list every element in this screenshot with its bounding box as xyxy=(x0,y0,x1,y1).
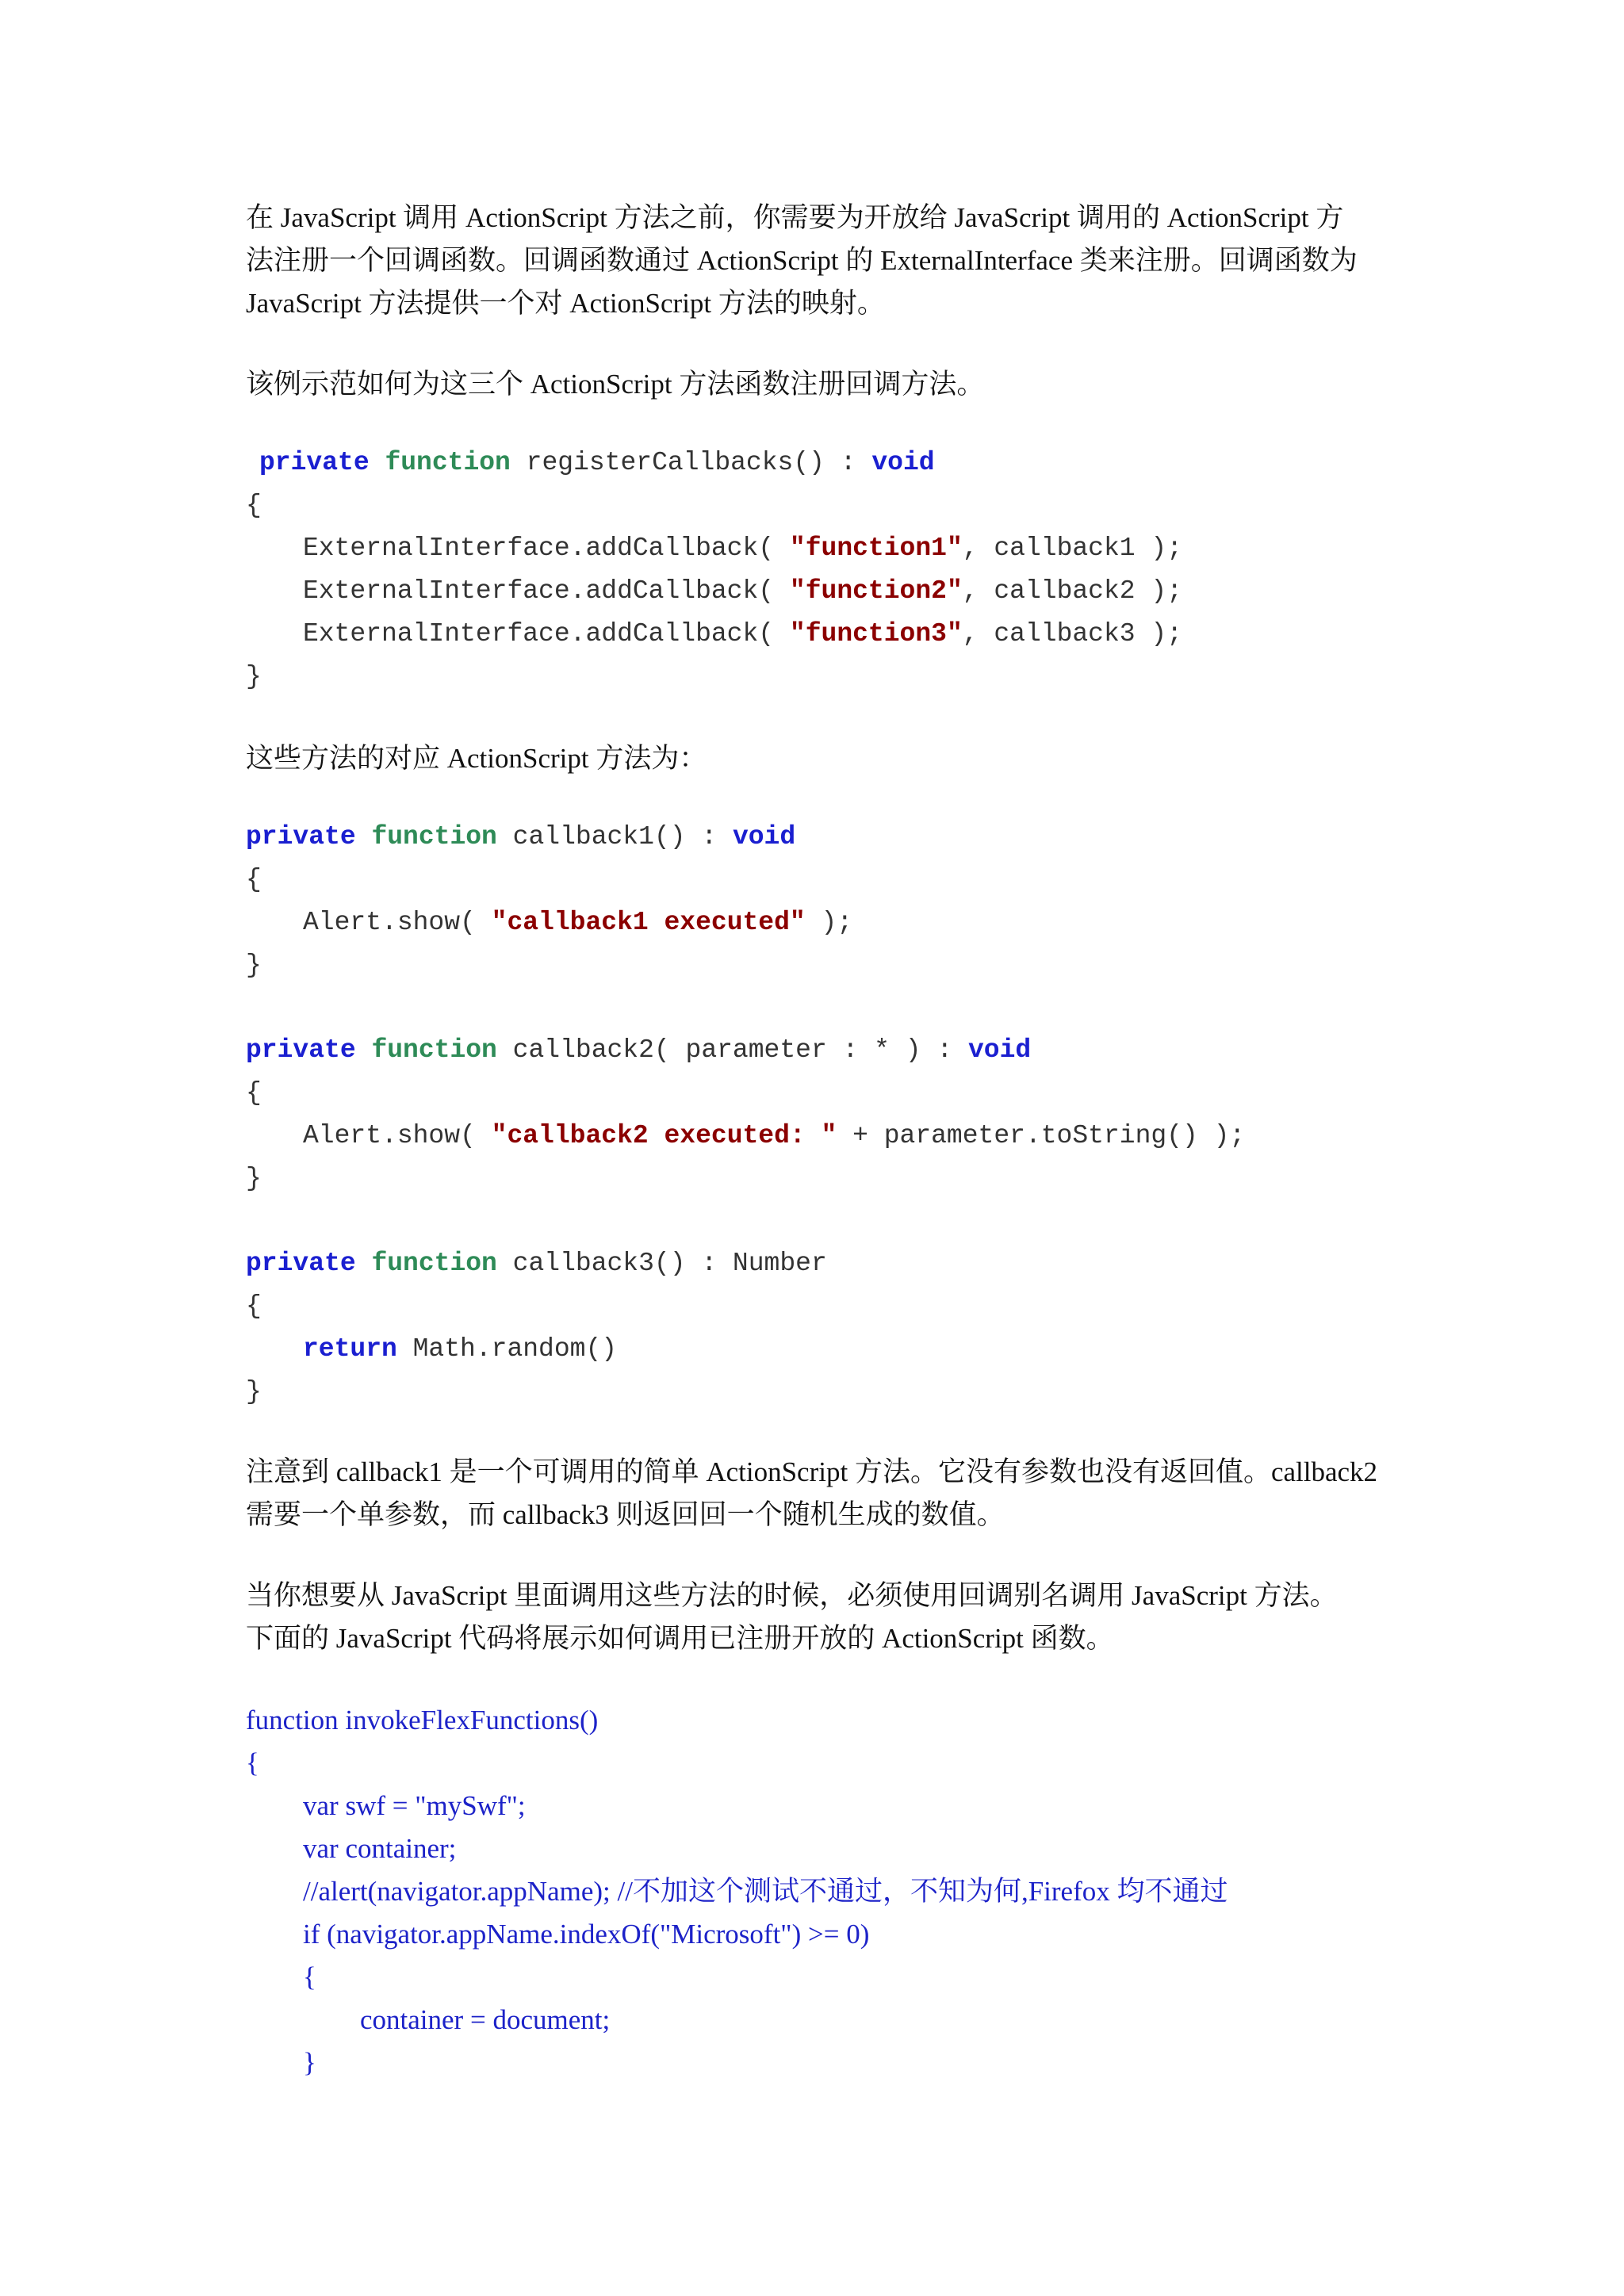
code-cb3-signature xyxy=(246,1242,827,1285)
paragraph-intro-line2: 法注册一个回调函数。回调函数通过 ActionScript 的 ExternalInterface 类来注册。回调函数为 xyxy=(246,245,1358,276)
code-text: + parameter.toString() ); xyxy=(837,1121,1246,1150)
paragraph-example: 该例示范如何为这三个 ActionScript 方法函数注册回调方法。 xyxy=(246,369,985,400)
code-line xyxy=(303,613,1182,656)
code-text: Alert.show( xyxy=(303,908,492,937)
code-line xyxy=(303,1328,617,1371)
keyword-private: private xyxy=(246,822,356,851)
code-text: registerCallbacks() : xyxy=(510,448,872,477)
keyword-function: function xyxy=(371,1035,497,1065)
js-line: if (navigator.appName.indexOf("Microsoft") >= 0) xyxy=(303,1919,870,1950)
code-text: Math.random() xyxy=(396,1334,618,1364)
js-comment-line: //alert(navigator.appName); //不加这个测试不通过，不知为何,Firefox 均不通过 xyxy=(303,1876,1228,1907)
code-text: ExternalInterface.addCallback( xyxy=(303,576,790,606)
js-line: var container; xyxy=(303,1833,457,1864)
keyword-function: function xyxy=(385,448,511,477)
code-text: callback2( parameter : * ) : xyxy=(496,1035,968,1065)
keyword-void: void xyxy=(871,448,935,477)
code-string: "function2" xyxy=(789,576,963,606)
code-text: , callback1 ); xyxy=(962,534,1182,563)
code-text: , callback3 ); xyxy=(962,619,1182,649)
code-cb1-signature xyxy=(246,816,795,859)
code-text: ExternalInterface.addCallback( xyxy=(303,534,790,563)
paragraph-intro-line3: JavaScript 方法提供一个对 ActionScript 方法的映射。 xyxy=(246,288,885,319)
code-line xyxy=(303,570,1182,613)
code-open-brace: { xyxy=(246,865,262,894)
paragraph-note-line1: 注意到 callback1 是一个可调用的简单 ActionScript 方法。它没有参数也没有返回值。callback2 xyxy=(246,1456,1378,1487)
keyword-private: private xyxy=(246,1249,356,1278)
code-text: Alert.show( xyxy=(303,1121,492,1150)
paragraph-note-line2: 需要一个单参数，而 callback3 则返回回一个随机生成的数值。 xyxy=(246,1499,1005,1530)
code-register-signature xyxy=(259,442,935,484)
code-line xyxy=(303,901,852,944)
keyword-void: void xyxy=(732,822,796,851)
js-line: { xyxy=(303,1961,316,1992)
keyword-private: private xyxy=(246,1035,356,1065)
keyword-function: function xyxy=(371,822,497,851)
code-text: ); xyxy=(805,908,853,937)
keyword-private: private xyxy=(259,448,370,477)
code-close-brace: } xyxy=(246,662,262,691)
code-line xyxy=(303,527,1182,570)
code-close-brace: } xyxy=(246,1377,262,1406)
code-line xyxy=(303,1115,1245,1158)
js-line: } xyxy=(303,2047,316,2078)
keyword-return: return xyxy=(303,1334,397,1364)
js-line: container = document; xyxy=(360,2004,611,2035)
code-open-brace: { xyxy=(246,1292,262,1321)
paragraph-js-intro-line1: 当你想要从 JavaScript 里面调用这些方法的时候，必须使用回调别名调用 JavaScript 方法。 xyxy=(246,1580,1338,1611)
keyword-function: function xyxy=(371,1249,497,1278)
code-text: callback1() : xyxy=(496,822,733,851)
code-string: "callback2 executed: " xyxy=(491,1121,837,1150)
code-string: "callback1 executed" xyxy=(491,908,806,937)
code-text: callback3() : Number xyxy=(496,1249,827,1278)
code-close-brace: } xyxy=(246,951,262,980)
code-text: , callback2 ); xyxy=(962,576,1182,606)
code-open-brace: { xyxy=(246,1078,262,1108)
paragraph-intro-line1: 在 JavaScript 调用 ActionScript 方法之前，你需要为开放给 JavaScript 调用的 ActionScript 方 xyxy=(246,202,1344,233)
js-line: function invokeFlexFunctions() xyxy=(246,1705,599,1735)
code-cb2-signature xyxy=(246,1029,1031,1072)
paragraph-js-intro-line2: 下面的 JavaScript 代码将展示如何调用已注册开放的 ActionScript 函数。 xyxy=(246,1623,1114,1654)
code-string: "function1" xyxy=(789,534,963,563)
code-open-brace: { xyxy=(246,491,262,520)
js-line: { xyxy=(246,1747,259,1778)
code-close-brace: } xyxy=(246,1164,262,1193)
code-text: ExternalInterface.addCallback( xyxy=(303,619,790,649)
code-string: "function3" xyxy=(789,619,963,649)
paragraph-methods: 这些方法的对应 ActionScript 方法为： xyxy=(246,743,707,774)
js-line: var swf = "mySwf"; xyxy=(303,1790,526,1821)
keyword-void: void xyxy=(967,1035,1032,1065)
